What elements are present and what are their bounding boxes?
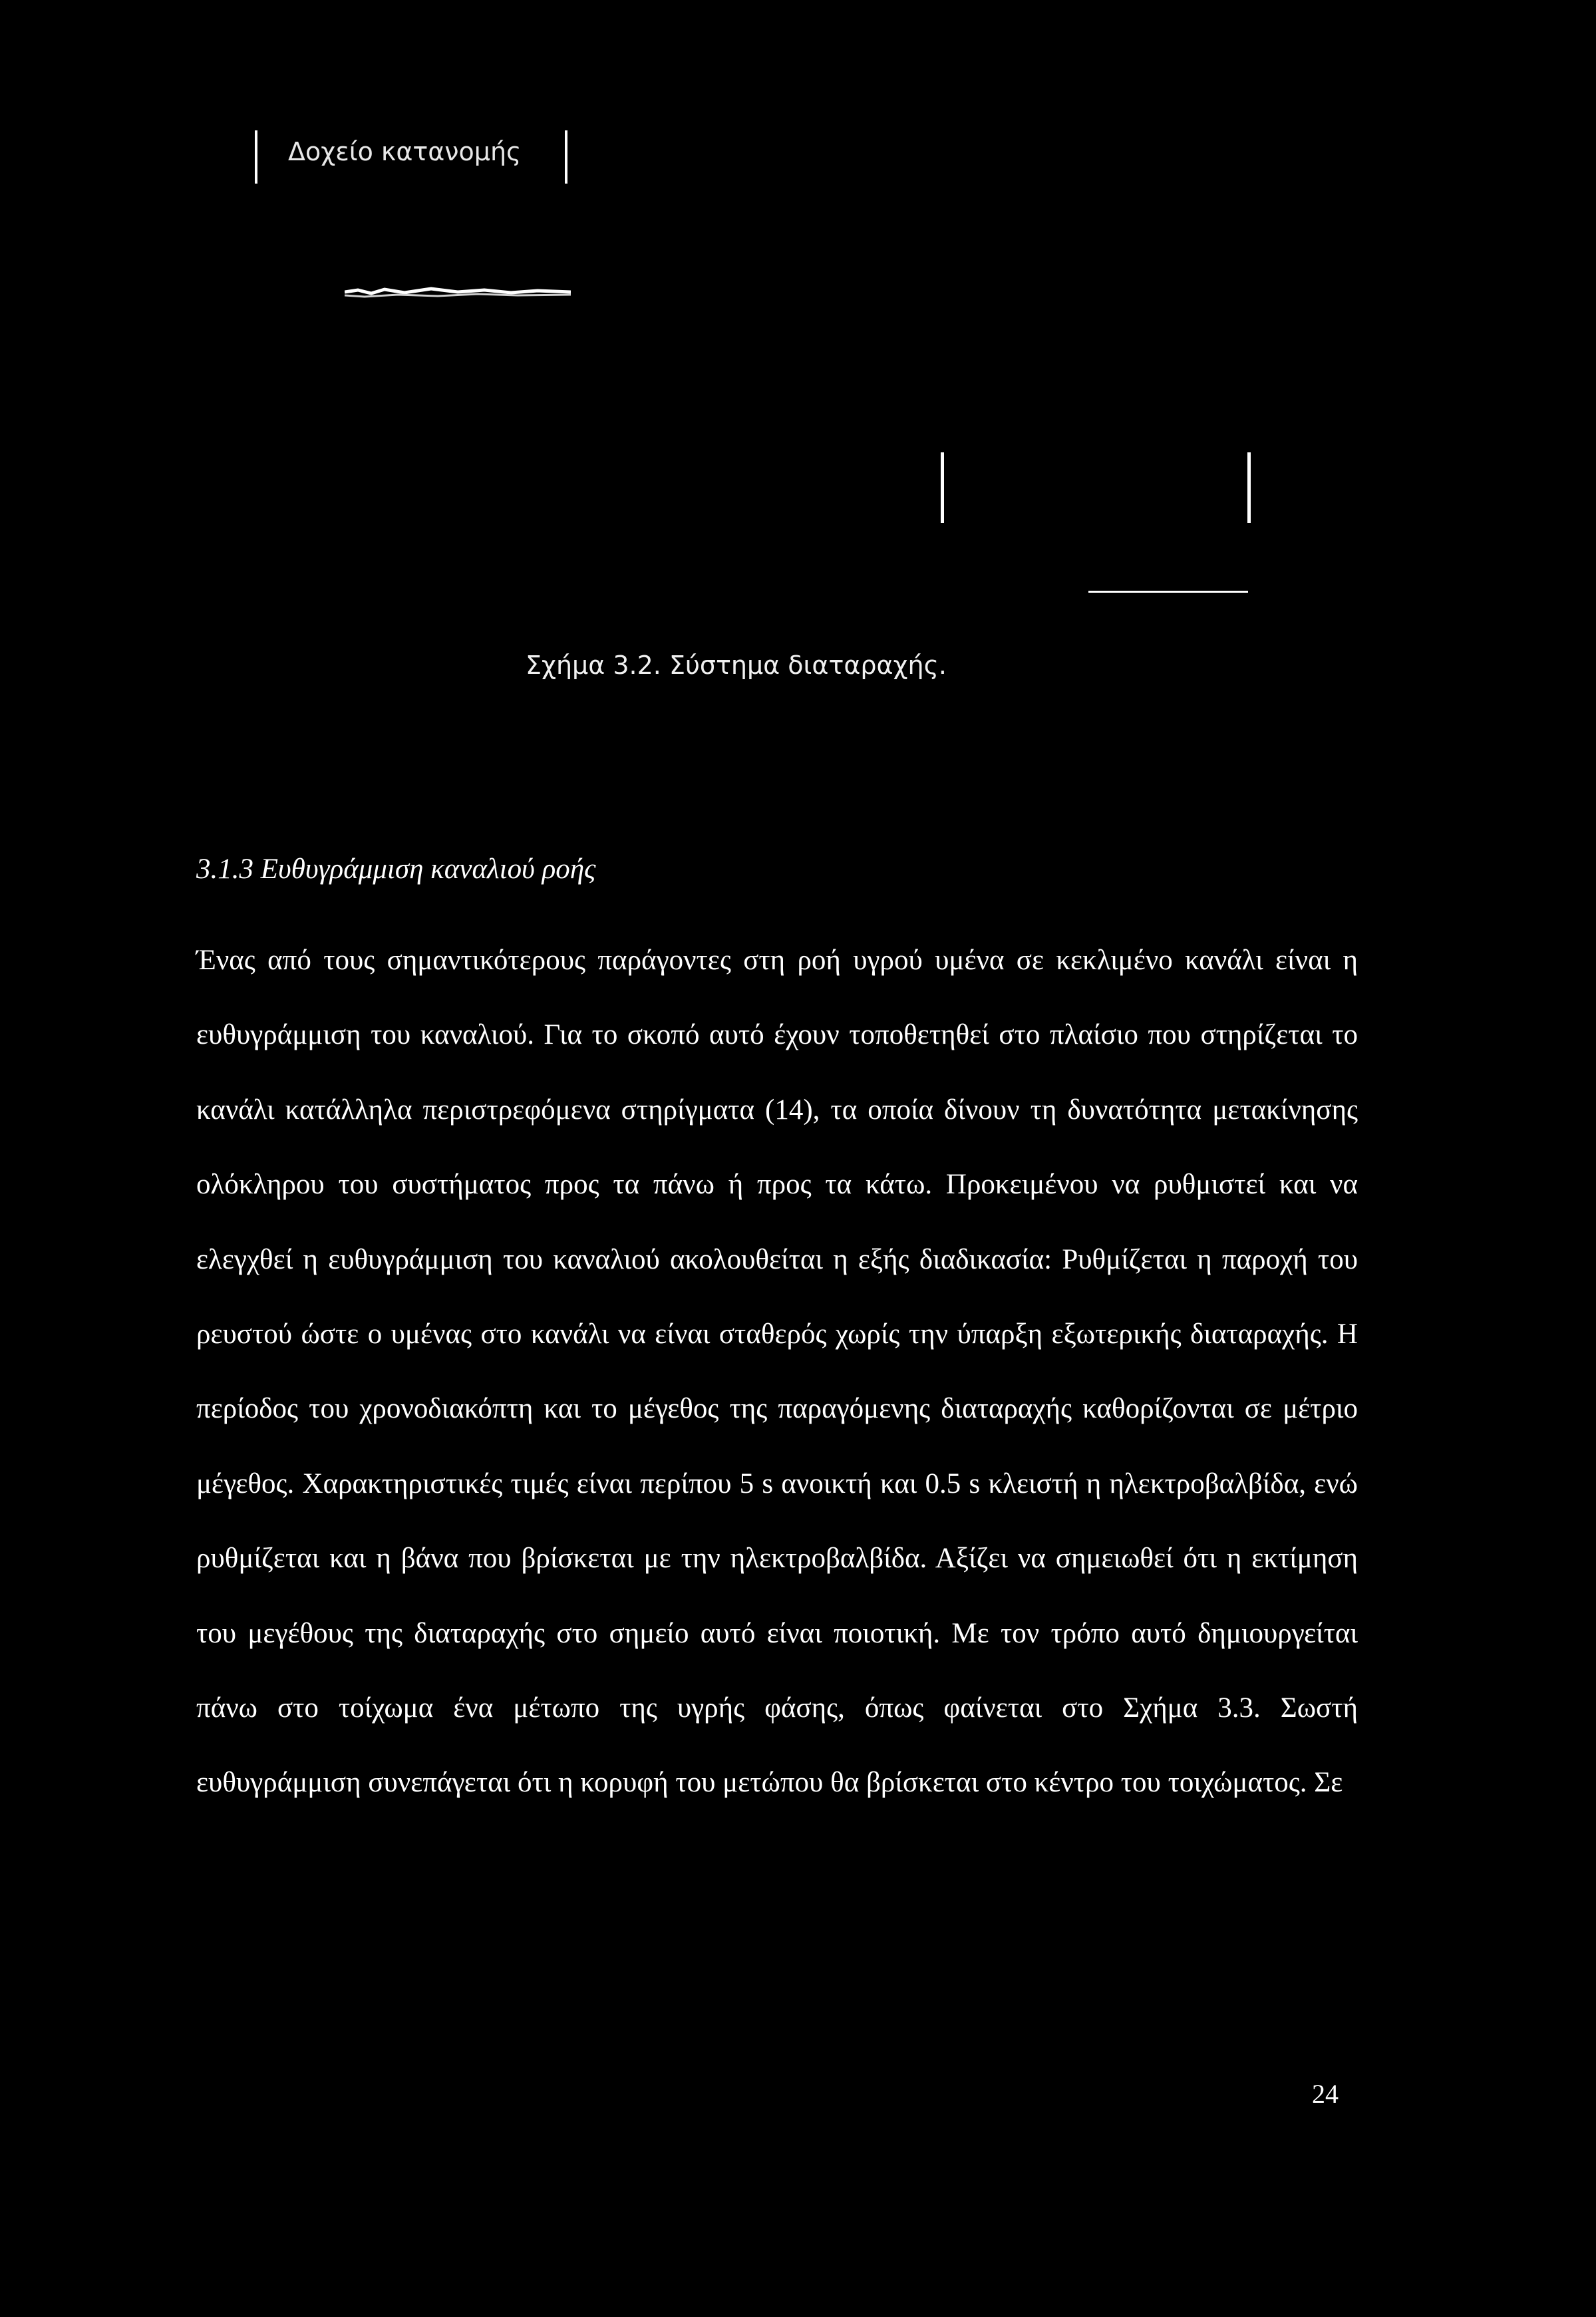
section-heading: 3.1.3 Ευθυγράμμιση καναλιού ροής <box>196 853 596 885</box>
figure-caption: Σχήμα 3.2. Σύστημα διαταραχής. <box>526 651 947 680</box>
figure-fragment-line <box>345 285 571 299</box>
figure-baseline <box>1088 591 1248 593</box>
body-paragraph: Ένας από τους σημαντικότερους παράγοντες στη ροή υγρού υμένα σε κεκλιμένο κανάλι είναι η ευθυγράμμιση του καναλιού. Για το σκοπό αυτό έχουν τοποθετηθεί στο πλαίσιο που στηρίζεται το κανάλι κατάλληλα περιστρεφόμενα στηρίγματα (14), τα οποία δίνουν τη δυνατότητα μετακίνησης ολόκληρου του συστήματος προς τα πάνω ή προς τα κάτω. Προκειμένου να ρυθμιστεί και να ελεγχθεί η ευθυγράμμιση του καναλιού ακολουθείται η εξής διαδικασία: Ρυθμίζεται η παροχή του ρευστού ώστε ο υμένας στο κανάλι να είναι σταθερός χωρίς την ύπαρξη εξωτερικής διαταραχής. Η περίοδος του χρονοδιακόπτη και το μέγεθος της παραγόμενης διαταραχής καθορίζονται σε μέτριο μέγεθος. Χαρακτηριστικές τιμές είναι περίπου 5 s ανοικτή και 0.5 s κλειστή η ηλεκτροβαλβίδα, ενώ ρυθμίζεται και η βάνα που βρίσκεται με την ηλεκτροβαλβίδα. Αξίζει να σημειωθεί ότι η εκτίμηση του μεγέθους της διαταραχής στο σημείο αυτό είναι ποιοτική. Με τον τρόπο αυτό δημιουργείται πάνω στο τοίχωμα ένα μέτωπο της υγρής φάσης, όπως φαίνεται στο Σχήμα 3.3. Σωστή ευθυγράμμιση συνεπάγεται ότι η κορυφή του μετώπου θα βρίσκεται στο κέντρο του τοιχώματος. Σε <box>196 945 1358 1799</box>
body-paragraph-block <box>196 923 1358 1821</box>
distribution-tank-label: Δοχείο κατανομής <box>288 137 522 166</box>
page-number: 24 <box>1312 2079 1339 2109</box>
distribution-tank-box <box>255 130 567 184</box>
figure-bracket <box>941 452 1251 523</box>
